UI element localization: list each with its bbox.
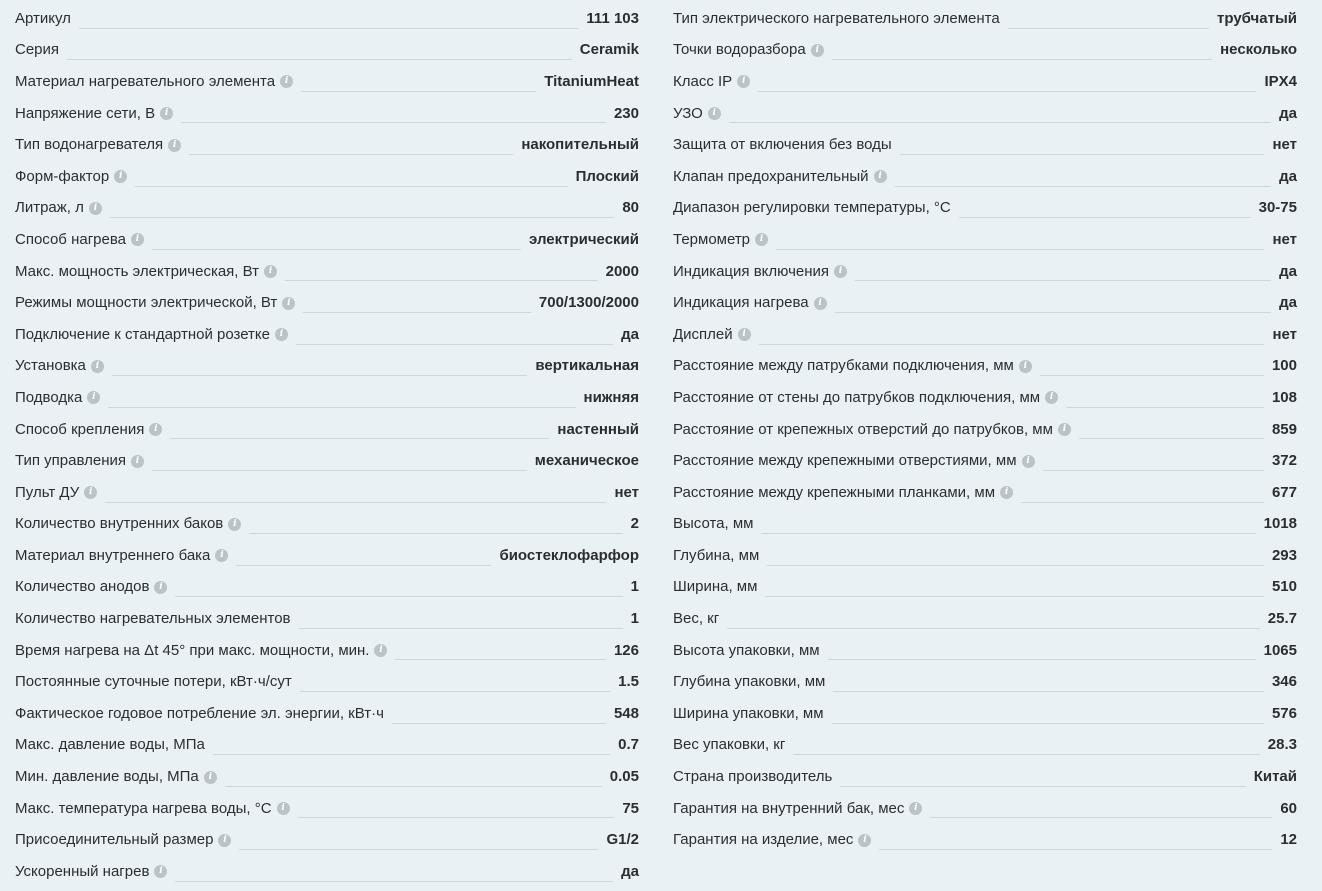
spec-row bbox=[673, 98, 1297, 130]
spec-row bbox=[673, 635, 1297, 667]
spec-value: 2 bbox=[630, 515, 639, 533]
spec-row bbox=[15, 477, 639, 509]
spec-value: 12 bbox=[1280, 831, 1297, 849]
spec-label: Серия bbox=[15, 41, 60, 59]
spec-label: Расстояние между крепежными планками, мм bbox=[673, 483, 996, 501]
spec-value: нет bbox=[1272, 325, 1297, 343]
leader-line bbox=[1079, 438, 1264, 439]
leader-line bbox=[895, 186, 1272, 187]
spec-row bbox=[15, 445, 639, 477]
leader-line bbox=[761, 533, 1255, 534]
leader-line bbox=[298, 817, 615, 818]
leader-line bbox=[213, 754, 610, 755]
spec-value: 548 bbox=[613, 704, 639, 722]
spec-value: накопительный bbox=[521, 136, 639, 154]
leader-line bbox=[175, 881, 613, 882]
leader-line bbox=[828, 659, 1256, 660]
info-icon[interactable]: i bbox=[1022, 455, 1035, 468]
leader-line bbox=[1040, 375, 1264, 376]
info-icon[interactable]: i bbox=[909, 802, 922, 815]
specs-column-right bbox=[673, 3, 1297, 856]
spec-row bbox=[15, 351, 639, 383]
info-icon[interactable]: i bbox=[89, 202, 102, 215]
spec-value: 372 bbox=[1271, 452, 1297, 470]
spec-value: 576 bbox=[1271, 704, 1297, 722]
spec-label: Присоединительный размер bbox=[15, 831, 214, 849]
spec-row bbox=[673, 824, 1297, 856]
spec-row bbox=[15, 856, 639, 888]
spec-value: 25.7 bbox=[1267, 610, 1297, 628]
spec-label: Пульт ДУ bbox=[15, 483, 80, 501]
spec-row bbox=[673, 477, 1297, 509]
leader-line bbox=[108, 407, 575, 408]
spec-value: 1 bbox=[630, 578, 639, 596]
spec-value: настенный bbox=[557, 420, 639, 438]
leader-line bbox=[79, 28, 579, 29]
spec-value: 75 bbox=[622, 799, 639, 817]
spec-label: Термометр bbox=[673, 230, 751, 248]
spec-value: 230 bbox=[613, 104, 639, 122]
spec-label: Мин. давление воды, МПа bbox=[15, 768, 199, 786]
spec-row bbox=[15, 161, 639, 193]
spec-row bbox=[15, 3, 639, 35]
spec-row bbox=[673, 287, 1297, 319]
leader-line bbox=[900, 154, 1265, 155]
spec-value: 30-75 bbox=[1258, 199, 1297, 217]
info-icon[interactable]: i bbox=[738, 328, 751, 341]
spec-value: Ceramik bbox=[579, 41, 639, 59]
info-icon[interactable]: i bbox=[114, 170, 127, 183]
info-icon[interactable]: i bbox=[280, 75, 293, 88]
info-icon[interactable]: i bbox=[1019, 360, 1032, 373]
spec-value: да bbox=[621, 862, 639, 880]
spec-row bbox=[673, 414, 1297, 446]
leader-line bbox=[392, 723, 606, 724]
info-icon[interactable]: i bbox=[91, 360, 104, 373]
leader-line bbox=[249, 533, 622, 534]
spec-row bbox=[15, 793, 639, 825]
spec-label: Подводка bbox=[15, 388, 83, 406]
spec-value: несколько bbox=[1220, 41, 1297, 59]
spec-value: трубчатый bbox=[1217, 9, 1297, 27]
info-icon[interactable]: i bbox=[204, 771, 217, 784]
leader-line bbox=[175, 596, 622, 597]
spec-label: Защита от включения без воды bbox=[673, 136, 892, 154]
leader-line bbox=[135, 186, 567, 187]
spec-value: да bbox=[1279, 294, 1297, 312]
spec-value: 100 bbox=[1271, 357, 1297, 375]
spec-label: Артикул bbox=[15, 9, 71, 27]
spec-label: Материал нагревательного элемента bbox=[15, 72, 276, 90]
info-icon[interactable]: i bbox=[1045, 391, 1058, 404]
info-icon[interactable]: i bbox=[149, 423, 162, 436]
spec-label: Дисплей bbox=[673, 325, 733, 343]
spec-row bbox=[673, 730, 1297, 762]
info-icon[interactable]: i bbox=[1000, 486, 1013, 499]
info-icon[interactable]: i bbox=[264, 265, 277, 278]
spec-label: Макс. мощность электрическая, Вт bbox=[15, 262, 260, 280]
spec-label: Ширина, мм bbox=[673, 578, 758, 596]
info-icon[interactable]: i bbox=[858, 834, 871, 847]
info-icon[interactable]: i bbox=[131, 455, 144, 468]
info-icon[interactable]: i bbox=[1058, 423, 1071, 436]
spec-row bbox=[673, 224, 1297, 256]
spec-label: Диапазон регулировки температуры, °С bbox=[673, 199, 951, 217]
spec-value: TitaniumHeat bbox=[544, 72, 639, 90]
spec-label: Глубина, мм bbox=[673, 546, 760, 564]
leader-line bbox=[285, 280, 598, 281]
spec-value: IPX4 bbox=[1264, 72, 1297, 90]
spec-label: Литраж, л bbox=[15, 199, 84, 217]
spec-label: Тип электрического нагревательного элемента bbox=[673, 9, 1000, 27]
spec-row bbox=[673, 35, 1297, 67]
spec-row bbox=[15, 761, 639, 793]
spec-row bbox=[15, 414, 639, 446]
spec-row bbox=[15, 509, 639, 541]
spec-label: Способ нагрева bbox=[15, 230, 126, 248]
leader-line bbox=[296, 344, 613, 345]
info-icon[interactable]: i bbox=[755, 233, 768, 246]
spec-row bbox=[673, 761, 1297, 793]
info-icon[interactable]: i bbox=[277, 802, 290, 815]
spec-label: Гарантия на изделие, мес bbox=[673, 831, 854, 849]
leader-line bbox=[959, 217, 1251, 218]
spec-value: 28.3 bbox=[1267, 736, 1297, 754]
spec-value: механическое bbox=[534, 452, 639, 470]
spec-value: 859 bbox=[1271, 420, 1297, 438]
spec-row bbox=[673, 666, 1297, 698]
spec-row bbox=[673, 256, 1297, 288]
spec-value: Китай bbox=[1253, 768, 1297, 786]
spec-label: Ширина упаковки, мм bbox=[673, 704, 824, 722]
leader-line bbox=[767, 565, 1264, 566]
info-icon[interactable]: i bbox=[834, 265, 847, 278]
spec-value: нижняя bbox=[583, 388, 639, 406]
spec-label: Страна производитель bbox=[673, 768, 833, 786]
spec-value: электрический bbox=[529, 230, 639, 248]
spec-label: Напряжение сети, В bbox=[15, 104, 156, 122]
info-icon[interactable]: i bbox=[131, 233, 144, 246]
spec-row bbox=[673, 66, 1297, 98]
leader-line bbox=[833, 691, 1264, 692]
leader-line bbox=[832, 59, 1212, 60]
leader-line bbox=[930, 817, 1272, 818]
spec-row bbox=[673, 540, 1297, 572]
spec-label: Расстояние от крепежных отверстий до патрубков, мм bbox=[673, 420, 1053, 438]
spec-row bbox=[673, 129, 1297, 161]
spec-row bbox=[15, 382, 639, 414]
spec-value: 1065 bbox=[1263, 641, 1297, 659]
spec-row bbox=[673, 319, 1297, 351]
info-icon[interactable]: i bbox=[160, 107, 173, 120]
spec-row bbox=[15, 666, 639, 698]
leader-line bbox=[112, 375, 527, 376]
spec-value: 1018 bbox=[1263, 515, 1297, 533]
spec-value: 293 bbox=[1271, 546, 1297, 564]
spec-row bbox=[673, 445, 1297, 477]
spec-label: Фактическое годовое потребление эл. энергии, кВт·ч bbox=[15, 704, 384, 722]
spec-row bbox=[15, 193, 639, 225]
info-icon[interactable]: i bbox=[84, 486, 97, 499]
info-icon[interactable]: i bbox=[874, 170, 887, 183]
leader-line bbox=[855, 280, 1271, 281]
leader-line bbox=[152, 249, 521, 250]
leader-line bbox=[758, 91, 1256, 92]
spec-value: 60 bbox=[1280, 799, 1297, 817]
spec-label: Количество анодов bbox=[15, 578, 150, 596]
info-icon[interactable]: i bbox=[168, 139, 181, 152]
info-icon[interactable]: i bbox=[154, 581, 167, 594]
leader-line bbox=[299, 628, 623, 629]
spec-value: биостеклофарфор bbox=[499, 546, 639, 564]
leader-line bbox=[835, 312, 1272, 313]
spec-label: Форм-фактор bbox=[15, 167, 110, 185]
info-icon[interactable]: i bbox=[708, 107, 721, 120]
spec-value: 111 103 bbox=[586, 9, 639, 27]
leader-line bbox=[236, 565, 491, 566]
spec-row bbox=[673, 193, 1297, 225]
spec-row bbox=[673, 382, 1297, 414]
spec-row bbox=[673, 161, 1297, 193]
spec-label: Тип водонагревателя bbox=[15, 136, 164, 154]
spec-label: Количество внутренних баков bbox=[15, 515, 224, 533]
spec-value: 346 bbox=[1271, 673, 1297, 691]
spec-row bbox=[15, 824, 639, 856]
info-icon[interactable]: i bbox=[228, 518, 241, 531]
spec-label: Расстояние между крепежными отверстиями, мм bbox=[673, 452, 1017, 470]
spec-label: Материал внутреннего бака bbox=[15, 546, 211, 564]
spec-row bbox=[15, 98, 639, 130]
spec-label: Вес упаковки, кг bbox=[673, 736, 786, 754]
spec-value: Плоский bbox=[575, 167, 639, 185]
spec-row bbox=[673, 351, 1297, 383]
spec-value: G1/2 bbox=[606, 831, 639, 849]
spec-label: Количество нагревательных элементов bbox=[15, 610, 291, 628]
leader-line bbox=[832, 723, 1264, 724]
leader-line bbox=[181, 122, 606, 123]
spec-value: да bbox=[1279, 167, 1297, 185]
spec-label: Расстояние от стены до патрубков подключения, мм bbox=[673, 388, 1041, 406]
spec-value: да bbox=[1279, 262, 1297, 280]
spec-value: нет bbox=[1272, 136, 1297, 154]
leader-line bbox=[189, 154, 513, 155]
spec-label: Режимы мощности электрической, Вт bbox=[15, 294, 278, 312]
spec-row bbox=[15, 603, 639, 635]
spec-label: Точки водоразбора bbox=[673, 41, 806, 59]
info-icon[interactable]: i bbox=[811, 44, 824, 57]
spec-row bbox=[673, 509, 1297, 541]
leader-line bbox=[152, 470, 527, 471]
leader-line bbox=[793, 754, 1259, 755]
spec-row bbox=[15, 319, 639, 351]
spec-value: 0.7 bbox=[618, 736, 639, 754]
spec-row bbox=[15, 287, 639, 319]
info-icon[interactable]: i bbox=[374, 644, 387, 657]
spec-row bbox=[15, 35, 639, 67]
info-icon[interactable]: i bbox=[215, 549, 228, 562]
leader-line bbox=[759, 344, 1265, 345]
spec-label: Гарантия на внутренний бак, мес bbox=[673, 799, 905, 817]
leader-line bbox=[395, 659, 606, 660]
spec-label: Способ крепления bbox=[15, 420, 145, 438]
leader-line bbox=[67, 59, 572, 60]
spec-label: УЗО bbox=[673, 104, 703, 122]
spec-value: да bbox=[621, 325, 639, 343]
spec-row bbox=[15, 572, 639, 604]
leader-line bbox=[110, 217, 614, 218]
spec-value: да bbox=[1279, 104, 1297, 122]
spec-label: Вес, кг bbox=[673, 610, 720, 628]
spec-value: 1 bbox=[630, 610, 639, 628]
spec-value: вертикальная bbox=[535, 357, 639, 375]
spec-value: 80 bbox=[622, 199, 639, 217]
spec-value: нет bbox=[614, 483, 639, 501]
leader-line bbox=[840, 786, 1245, 787]
spec-row bbox=[15, 635, 639, 667]
spec-label: Установка bbox=[15, 357, 86, 375]
spec-label: Макс. температура нагрева воды, °С bbox=[15, 799, 272, 817]
spec-row bbox=[673, 603, 1297, 635]
spec-row bbox=[15, 730, 639, 762]
spec-value: 0.05 bbox=[609, 768, 639, 786]
spec-label: Класс IP bbox=[673, 72, 733, 90]
info-icon[interactable]: i bbox=[87, 391, 100, 404]
spec-label: Высота, мм bbox=[673, 515, 754, 533]
spec-label: Расстояние между патрубками подключения, мм bbox=[673, 357, 1014, 375]
spec-label: Клапан предохранительный bbox=[673, 167, 869, 185]
info-icon[interactable]: i bbox=[737, 75, 750, 88]
spec-row bbox=[15, 540, 639, 572]
leader-line bbox=[1043, 470, 1264, 471]
spec-value: 2000 bbox=[605, 262, 639, 280]
leader-line bbox=[776, 249, 1264, 250]
spec-row bbox=[673, 3, 1297, 35]
spec-label: Ускоренный нагрев bbox=[15, 862, 150, 880]
leader-line bbox=[1021, 502, 1264, 503]
spec-row bbox=[673, 572, 1297, 604]
spec-label: Индикация включения bbox=[673, 262, 830, 280]
spec-row bbox=[673, 793, 1297, 825]
spec-value: 1.5 bbox=[618, 673, 639, 691]
spec-row bbox=[15, 129, 639, 161]
spec-label: Индикация нагрева bbox=[673, 294, 809, 312]
spec-value: 510 bbox=[1271, 578, 1297, 596]
spec-row bbox=[673, 698, 1297, 730]
spec-value: 700/1300/2000 bbox=[538, 294, 639, 312]
spec-value: 108 bbox=[1271, 388, 1297, 406]
leader-line bbox=[105, 502, 606, 503]
spec-label: Глубина упаковки, мм bbox=[673, 673, 826, 691]
info-icon[interactable]: i bbox=[814, 297, 827, 310]
leader-line bbox=[727, 628, 1260, 629]
spec-row bbox=[15, 256, 639, 288]
spec-row bbox=[15, 224, 639, 256]
spec-label: Высота упаковки, мм bbox=[673, 641, 820, 659]
leader-line bbox=[225, 786, 602, 787]
spec-value: 677 bbox=[1271, 483, 1297, 501]
specs-column-left bbox=[15, 3, 639, 888]
leader-line bbox=[879, 849, 1272, 850]
spec-row bbox=[15, 66, 639, 98]
leader-line bbox=[170, 438, 549, 439]
spec-label: Макс. давление воды, МПа bbox=[15, 736, 205, 754]
leader-line bbox=[239, 849, 598, 850]
leader-line bbox=[1008, 28, 1209, 29]
info-icon[interactable]: i bbox=[275, 328, 288, 341]
spec-label: Тип управления bbox=[15, 452, 126, 470]
info-icon[interactable]: i bbox=[282, 297, 295, 310]
leader-line bbox=[765, 596, 1264, 597]
leader-line bbox=[729, 122, 1271, 123]
info-icon[interactable]: i bbox=[154, 865, 167, 878]
leader-line bbox=[301, 91, 536, 92]
leader-line bbox=[303, 312, 531, 313]
spec-label: Подключение к стандартной розетке bbox=[15, 325, 270, 343]
leader-line bbox=[300, 691, 610, 692]
leader-line bbox=[1066, 407, 1264, 408]
spec-label: Постоянные суточные потери, кВт·ч/сут bbox=[15, 673, 292, 691]
spec-row bbox=[15, 698, 639, 730]
info-icon[interactable]: i bbox=[218, 834, 231, 847]
spec-value: 126 bbox=[613, 641, 639, 659]
spec-value: нет bbox=[1272, 230, 1297, 248]
spec-label: Время нагрева на Δt 45° при макс. мощности, мин. bbox=[15, 641, 370, 659]
